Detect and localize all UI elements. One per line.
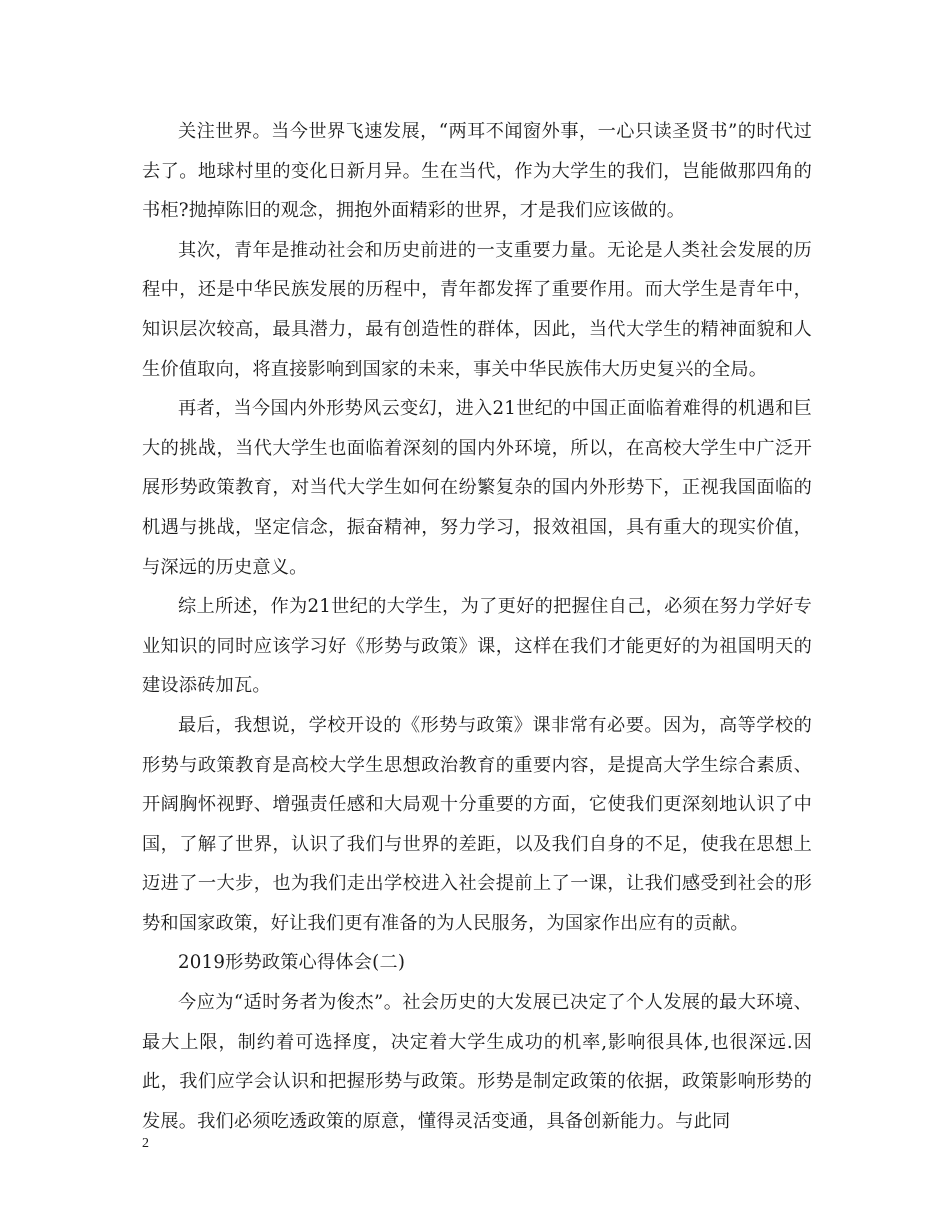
document-body [142,112,812,1141]
paragraph-section-two: 今应为“适时务者为俊杰”。社会历史的大发展已决定了个人发展的最大环境、最大上限，制约着可选择度，决定着大学生成功的机率,影响很具体,也很深远.因此，我们应学会认识和把握形势与政策。形势是制定政策的依据，政策影响形势的发展。我们必须吃透政策的原意，懂得灵活变通，具备创新能力。与此同 [142,992,812,1132]
paragraph-world: 关注世界。当今世界飞速发展，“两耳不闻窗外事，一心只读圣贤书”的时代过去了。地球村里的变化日新月异。生在当代，作为大学生的我们，岂能做那四角的书柜?抛掉陈旧的观念，拥抱外面精彩的世界，才是我们应该做的。 [142,121,812,222]
paragraph-youth: 其次，青年是推动社会和历史前进的一支重要力量。无论是人类社会发展的历程中，还是中华民族发展的历程中，青年都发挥了重要作用。而大学生是青年中，知识层次较高，最具潜力，最有创造性的群体，因此，当代大学生的精神面貌和人生价值取向，将直接影响到国家的未来，事关中华民族伟大历史复兴的全局。 [142,239,812,380]
section-heading: 2019形势政策心得体会(二) [178,952,406,974]
paragraph-summary: 综上所述，作为21世纪的大学生，为了更好的把握住自己，必须在努力学好专业知识的同时应该学习好《形势与政策》课，这样在我们才能更好的为祖国明天的建设添砖加瓦。 [142,596,812,697]
page-number: 2 [142,1136,149,1151]
paragraph-situation: 再者，当今国内外形势风云变幻，进入21世纪的中国正面临着难得的机遇和巨大的挑战，当代大学生也面临着深刻的国内外环境，所以，在高校大学生中广泛开展形势政策教育，对当代大学生如何在纷繁复杂的国内外形势下，正视我国面临的机遇与挑战，坚定信念，振奋精神，努力学习，报效祖国，具有重大的现实价值，与深远的历史意义。 [142,398,812,578]
paragraph-finally: 最后，我想说，学校开设的《形势与政策》课非常有必要。因为，高等学校的形势与政策教育是高校大学生思想政治教育的重要内容，是提高大学生综合素质、开阔胸怀视野、增强责任感和大局观十分重要的方面，它使我们更深刻地认识了中国，了解了世界，认识了我们与世界的差距，以及我们自身的不足，使我在思想上迈进了一大步，也为我们走出学校进入社会提前上了一课，让我们感受到社会的形势和国家政策，好让我们更有准备的为人民服务，为国家作出应有的贡献。 [142,714,812,934]
